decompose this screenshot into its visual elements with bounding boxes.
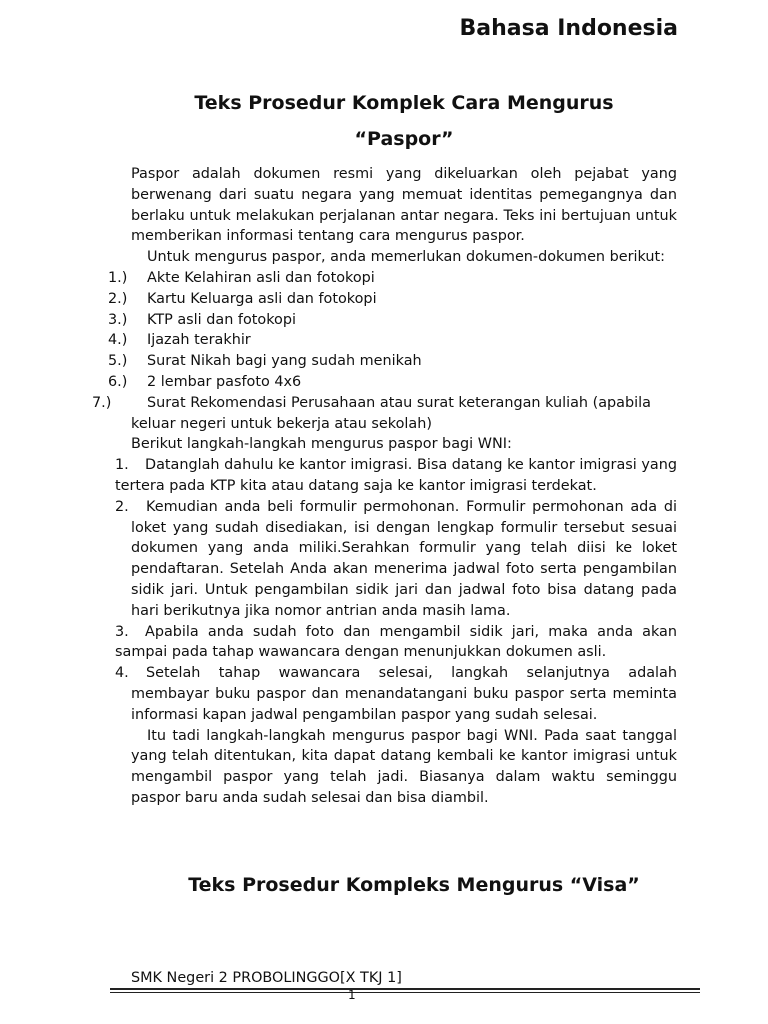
list-text: Kartu Keluarga asli dan fotokopi xyxy=(147,290,377,307)
step-text: Apabila anda sudah foto dan mengambil sidik jari, maka anda akan sampai pada tahap wawancara dengan menunjukkan dokumen asli. xyxy=(115,623,677,661)
list-number: 5.) xyxy=(108,353,128,370)
step-item xyxy=(115,455,677,497)
list-text: Akte Kelahiran asli dan fotokopi xyxy=(147,269,375,286)
page-number: 1 xyxy=(348,988,356,1002)
footer-text: SMK Negeri 2 PROBOLINGGO[X TKJ 1] xyxy=(131,970,402,986)
list-number: 1.) xyxy=(108,269,128,286)
list-item xyxy=(108,330,677,351)
list-number: 4.) xyxy=(108,332,128,349)
document-body xyxy=(92,164,677,809)
list-item xyxy=(108,351,677,372)
steps-intro: Berikut langkah-langkah mengurus paspor bagi WNI: xyxy=(131,436,512,453)
step-number: 2. xyxy=(115,498,129,515)
step-number: 4. xyxy=(115,665,129,682)
closing-paragraph: Itu tadi langkah-langkah mengurus paspor bagi WNI. Pada saat tanggal yang telah ditentukan, kita dapat datang kembali ke kantor imigrasi untuk mengambil paspor yang telah jadi. Biasanya dalam waktu seminggu paspor baru anda sudah selesai dan bisa diambil. xyxy=(131,727,677,806)
step-item xyxy=(115,497,677,622)
list-number: 3.) xyxy=(108,311,128,328)
list-text: Surat Rekomendasi Perusahaan atau surat keterangan kuliah (apabila keluar negeri untuk bekerja atau sekolah) xyxy=(131,394,651,432)
step-text: Kemudian anda beli formulir permohonan. Formulir permohonan ada di loket yang sudah disediakan, isi dengan lengkap formulir tersebut sesuai dokumen yang anda miliki.Serahkan formulir yang telah diisi ke loket pendaftaran. Setelah Anda akan menerima jadwal foto serta pengambilan sidik jari. Untuk pengambilan sidik jari dan jadwal foto bisa datang pada hari berikutnya jika nomor antrian anda masih lama. xyxy=(131,498,677,619)
list-text: KTP asli dan fotokopi xyxy=(147,311,296,328)
list-item xyxy=(108,372,677,393)
list-number: 6.) xyxy=(108,373,128,390)
step-item xyxy=(115,622,677,664)
list-item xyxy=(108,310,677,331)
list-item xyxy=(108,268,677,289)
intro-paragraph: Paspor adalah dokumen resmi yang dikeluarkan oleh pejabat yang berwenang dari suatu negara yang memuat identitas pemegangnya dan berlaku untuk melakukan perjalanan antar negara. Teks ini bertujuan untuk memberikan informasi tentang cara mengurus paspor. xyxy=(131,166,677,245)
document-title: Teks Prosedur Komplek Cara Mengurus xyxy=(194,92,614,114)
step-number: 3. xyxy=(115,623,129,640)
footer-divider xyxy=(110,988,700,990)
step-text: Setelah tahap wawancara selesai, langkah selanjutnya adalah membayar buku paspor dan menandatangani buku paspor serta meminta informasi kapan jadwal pengambilan paspor yang sudah selesai. xyxy=(131,665,677,723)
step-text: Datanglah dahulu ke kantor imigrasi. Bisa datang ke kantor imigrasi yang tertera pada KTP kita atau datang saja ke kantor imigrasi terdekat. xyxy=(115,457,677,494)
list-text: Ijazah terakhir xyxy=(147,332,251,349)
footer-divider-thin xyxy=(110,992,700,993)
list-item xyxy=(92,393,677,435)
next-section-title: Teks Prosedur Kompleks Mengurus “Visa” xyxy=(188,874,640,896)
list-number: 2.) xyxy=(108,290,128,307)
steps-list xyxy=(115,455,677,725)
documents-list xyxy=(92,268,677,434)
step-item xyxy=(115,663,677,725)
list-text: 2 lembar pasfoto 4x6 xyxy=(147,373,302,390)
list-number: 7.) xyxy=(92,394,112,411)
step-number: 1. xyxy=(115,457,129,474)
document-title-subject: “Paspor” xyxy=(354,128,454,150)
list-text: Surat Nikah bagi yang sudah menikah xyxy=(147,353,422,370)
document-header: Bahasa Indonesia xyxy=(459,16,678,41)
requirements-intro: Untuk mengurus paspor, anda memerlukan dokumen-dokumen berikut: xyxy=(147,249,666,266)
list-item xyxy=(108,289,677,310)
